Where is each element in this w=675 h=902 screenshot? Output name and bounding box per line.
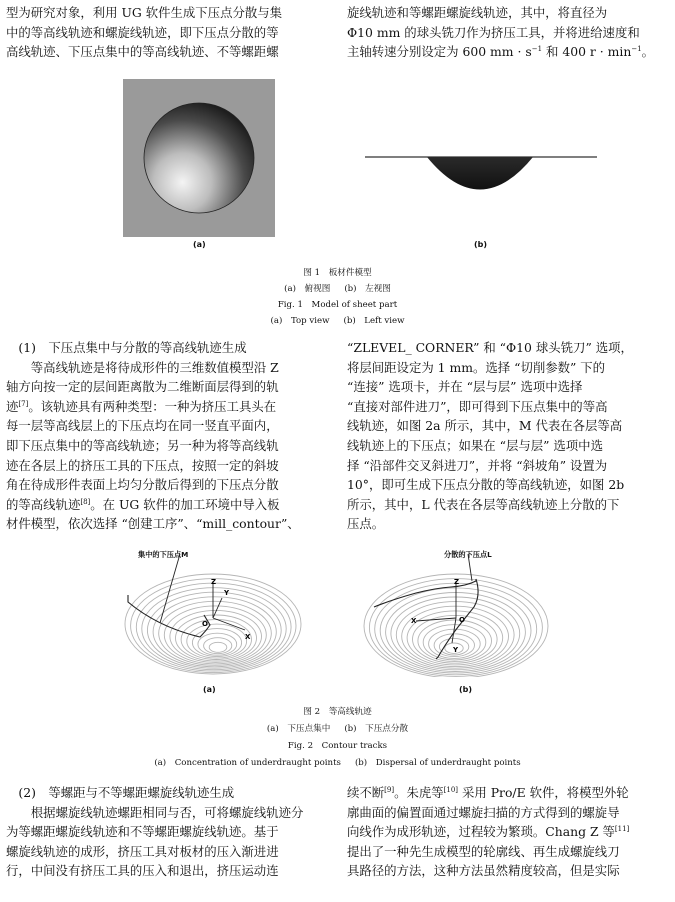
figure-1b-left-view bbox=[365, 150, 597, 202]
figure-2-caption-en: Fig. 2 Contour tracks bbox=[287, 741, 388, 751]
svg-text:O: O bbox=[459, 616, 465, 624]
figure-1-caption-en: Fig. 1 Model of sheet part bbox=[277, 300, 398, 310]
text-line: 每一层等高线层上的下压点均在同一竖直平面内， bbox=[6, 418, 279, 434]
figure-2-caption-cn: 图 2 等高线轨迹 bbox=[303, 707, 372, 717]
contour-ring bbox=[204, 638, 232, 654]
top-right-text bbox=[347, 3, 665, 62]
text-line: 等高线轨迹是将待成形件的三维数值模型沿 Z bbox=[30, 359, 279, 375]
svg-text:Y: Y bbox=[453, 646, 459, 654]
text-line: 螺旋线轨迹的成形，挤压工具对板材的压入渐进进 bbox=[6, 843, 279, 859]
figure-2b-dispersed-contours bbox=[356, 545, 556, 677]
text-line: 10°，即可生成下压点分散的等高线轨迹，如图 2b bbox=[347, 477, 625, 493]
text-line: 根据螺旋线轨迹螺距相同与否，可将螺旋线轨迹分 bbox=[30, 804, 304, 820]
text-line: 择 “沿部件交叉斜进刀”，并将 “斜坡角” 设置为 bbox=[347, 457, 608, 473]
contour-ring bbox=[413, 615, 498, 663]
text-line: 角在待成形件表面上均匀分散后得到的下压点分散 bbox=[6, 477, 279, 493]
figure-2a-concentrated-contours bbox=[118, 545, 308, 677]
section-heading: (2) 等螺距与不等螺距螺旋线轨迹生成 bbox=[18, 785, 235, 800]
label-dispersed-point: 分散的下压点L bbox=[444, 550, 492, 559]
text-line: 迹[7]。该轨迹具有两种类型：一种为挤压工具头在 bbox=[6, 398, 277, 414]
figure-2-parts-en: (a) Concentration of underdraught points (b) Dispersal of underdraught points bbox=[154, 758, 521, 768]
contour-ring bbox=[209, 642, 227, 652]
figure-2b-label: (b) bbox=[459, 685, 473, 694]
text-line: 所示，其中，L 代表在各层等高线轨迹上分散的下 bbox=[347, 496, 620, 512]
text-line: “ZLEVEL_ CORNER” 和 “Φ10 球头铣刀” 选项， bbox=[347, 340, 633, 355]
section-2-right bbox=[347, 783, 665, 881]
text-line: 材件模型，依次选择 “创建工序”、“mill_contour”、 bbox=[6, 516, 300, 532]
text-line: “连接” 选项卡，并在 “层与层” 选项中选择 bbox=[347, 379, 583, 395]
figure-1a-top-view bbox=[123, 79, 275, 237]
text-line: 迹在各层上的挤压工具的下压点，按照一定的斜坡 bbox=[6, 457, 279, 473]
section-1-right bbox=[347, 338, 665, 534]
citation: [8] bbox=[80, 497, 91, 506]
text-line: 的等高线轨迹[8]。在 UG 软件的加工环境中导入板 bbox=[6, 496, 280, 512]
label-concentrated-point: 集中的下压点M bbox=[138, 550, 189, 559]
figure-2a-label: (a) bbox=[203, 685, 216, 694]
text-line: 提出了一种先生成模型的轮廓线、再生成螺旋线刀 bbox=[347, 843, 620, 859]
text-line: 向线作为成形轨迹，过程较为繁琐。Chang Z 等[11] bbox=[347, 824, 630, 840]
text-line: 轴方向按一定的层间距离散为二维断面层得到的轨 bbox=[6, 379, 279, 395]
text-line: 线轨迹上的下压点；如果在 “层与层” 选项中选 bbox=[347, 437, 603, 453]
text-line: 具路径的方法，这种方法虽然精度较高，但是实际 bbox=[347, 863, 620, 879]
citation: [10] bbox=[443, 785, 459, 794]
svg-text:X: X bbox=[245, 633, 251, 641]
citation: [9] bbox=[384, 785, 395, 794]
citation: [11] bbox=[614, 825, 630, 834]
text-line: 线轨迹，如图 2a 所示，其中，M 代表在各层等高 bbox=[347, 418, 623, 434]
citation: [7] bbox=[18, 399, 29, 408]
text-line: 压点。 bbox=[347, 516, 385, 532]
contour-ring bbox=[187, 624, 247, 658]
figure-1-parts-cn: (a) 俯视图 (b) 左视图 bbox=[284, 284, 391, 294]
text-line: 中的等高线轨迹和螺旋线轨迹，即下压点分散的等 bbox=[6, 24, 279, 40]
section-1-left bbox=[6, 338, 324, 534]
text-line: 即下压点集中的等高线轨迹；另一种为将等高线轨 bbox=[6, 437, 279, 453]
sphere-shape bbox=[144, 103, 254, 213]
figure-1-parts-en: (a) Top view (b) Left view bbox=[270, 316, 405, 326]
dome-shape bbox=[427, 157, 533, 190]
svg-text:Y: Y bbox=[224, 589, 230, 597]
text-line: 为等螺距螺旋线轨迹和不等螺距螺旋线轨迹。基于 bbox=[6, 824, 279, 840]
text-line: 旋线轨迹和等螺距螺旋线轨迹，其中，将直径为 bbox=[347, 5, 608, 20]
svg-text:O: O bbox=[202, 620, 208, 628]
svg-text:X: X bbox=[411, 617, 417, 625]
underdraught-path bbox=[128, 595, 210, 637]
text-line: Φ10 mm 的球头铣刀作为挤压工具，并将进给速度和 bbox=[347, 24, 640, 40]
figure-1a-label: (a) bbox=[193, 240, 206, 249]
figure-1b-label: (b) bbox=[474, 240, 488, 249]
text-line: 行，中间没有挤压工具的压入和退出，挤压运动连 bbox=[6, 863, 279, 879]
text-line: 续不断[9]。朱虎等[10] 采用 Pro/E 软件，将模型外轮 bbox=[347, 785, 629, 800]
section-heading: (1) 下压点集中与分散的等高线轨迹生成 bbox=[18, 340, 247, 355]
text-line: 高线轨迹、下压点集中的等高线轨迹、不等螺距螺 bbox=[6, 44, 279, 60]
text-line: 廓曲面的偏置面通过螺旋扫描的方式得到的螺旋导 bbox=[347, 804, 620, 820]
section-2-left bbox=[6, 783, 324, 881]
text-line: 主轴转速分别设定为 600 mm · $s^{-1}$ 和 400 $r \cdot \min^{-1}$。 bbox=[347, 44, 655, 60]
text-line: 将层间距设定为 1 mm。选择 “切削参数” 下的 bbox=[347, 359, 606, 375]
text-line: “直接对部件进刀”，即可得到下压点集中的等高 bbox=[347, 398, 608, 414]
text-line: 型为研究对象，利用 UG 软件生成下压点分散与集 bbox=[6, 5, 283, 20]
figure-1-caption-cn: 图 1 板材件模型 bbox=[303, 268, 372, 278]
svg-text:Z: Z bbox=[454, 578, 460, 586]
figure-2-parts-cn: (a) 下压点集中 (b) 下压点分散 bbox=[266, 724, 409, 734]
top-left-text bbox=[6, 3, 324, 62]
svg-text:Z: Z bbox=[211, 578, 217, 586]
